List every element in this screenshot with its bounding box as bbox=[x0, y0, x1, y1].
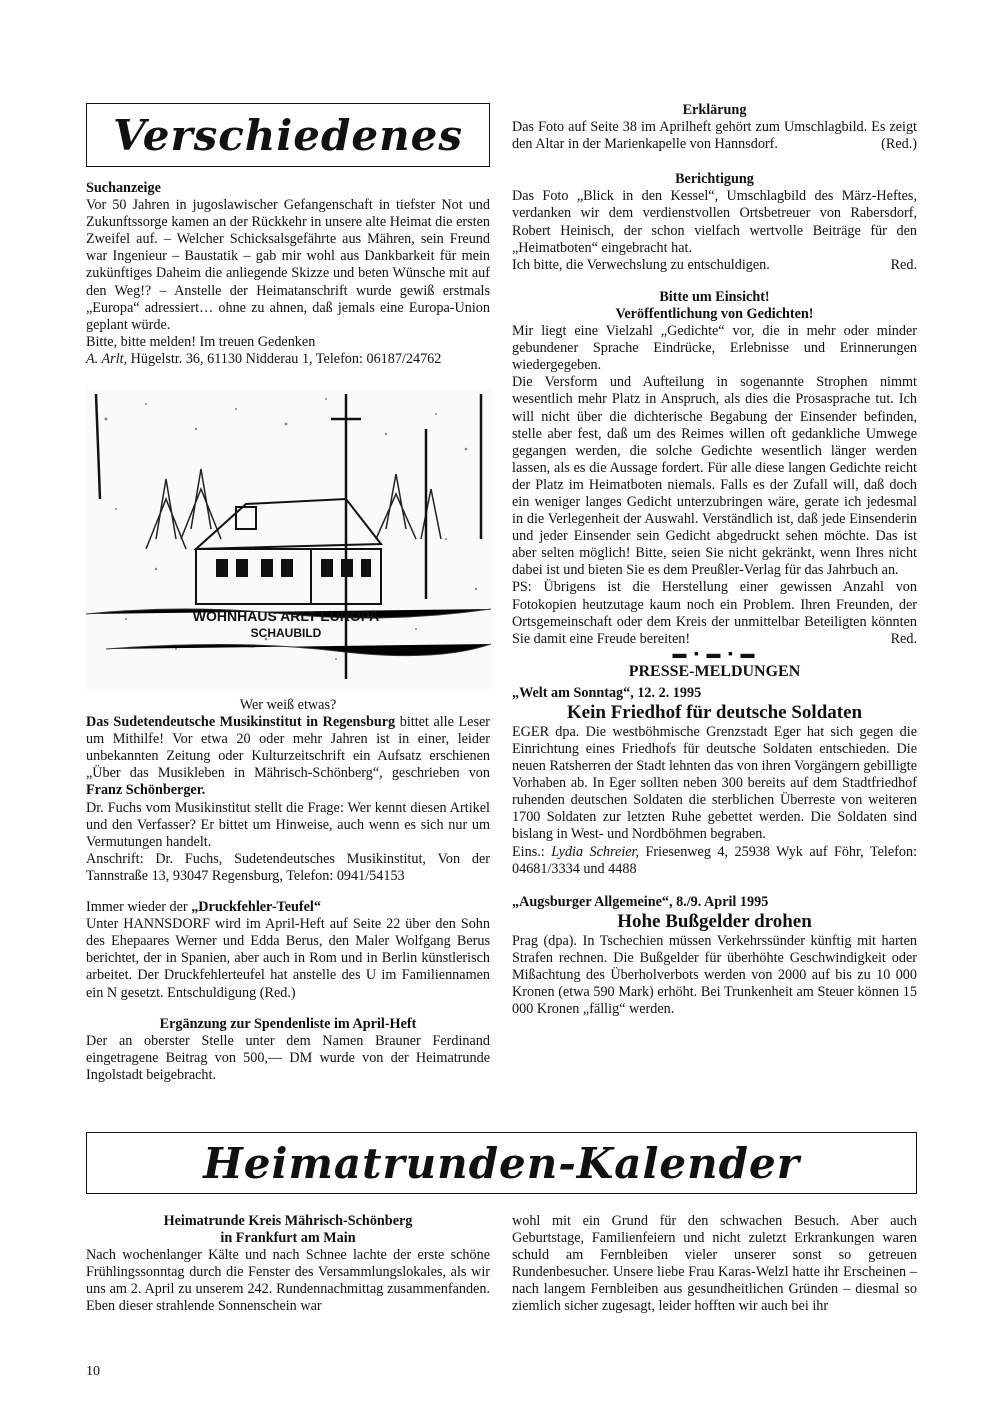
einsicht-para1: Mir liegt eine Vielzahl „Gedichte“ vor, die in mehr oder minder gebundener Sprache Eindrücke, Erlebnisse und Erinnerungen wiedergegeben. bbox=[512, 323, 917, 374]
heimatrunde-left bbox=[86, 1213, 490, 1316]
erklaerung-text: Das Foto auf Seite 38 im Aprilheft gehört zum Umschlagbild. Es zeigt den Altar in der Marienkapelle von Hannsdorf. bbox=[512, 119, 917, 153]
kalender-title: Heimatrunden-Kalender bbox=[203, 1138, 800, 1188]
einsicht-heading: Bitte um Einsicht! bbox=[659, 288, 770, 305]
wer-weiss-para2: Dr. Fuchs vom Musikinstitut stellt die Frage: Wer kennt diesen Artikel und den Verfasser? Er bittet um Hinweise, auch wenn es sich nur um Vermutungen handelt. bbox=[86, 799, 490, 850]
druckfehler-body: Unter HANNSDORF wird im April-Heft auf Seite 22 über den Sohn des Ehepaares Werner und Edda Berus, den Maler Wolfgang Berus berichtet, der in Spanien, aber auch in Rom und in Berlin künstlerisch arbeitet. Der Druckfehlerteufel hat anstelle des U im Familiennamen ein N gesetzt. Entschuldigung (Red.) bbox=[86, 916, 490, 1001]
druckfehler-intro-text: Immer wieder der bbox=[86, 899, 192, 916]
einsicht-ps: PS: Übrigens ist die Herstellung einer gewissen Anzahl von Fotokopien heutzutage kaum noch ein Problem. Ihren Freunden, der Ortsgemeinschaft oder dem Kreis der unmittelbar Beteiligten könnten Sie damit eine Freude bereiten! bbox=[512, 579, 917, 647]
spendenliste-heading: Ergänzung zur Spendenliste im April-Heft bbox=[159, 1015, 417, 1032]
house-sketch-image bbox=[86, 389, 491, 689]
heimatrunde-text-2: wohl mit ein Grund für den schwachen Besuch. Aber auch Geburtstage, Familienfeiern und nicht zuletzt Erkrankungen waren schuld am Fernbleiben vieler unserer sonst so getreuen Rundenbesucher. Unsere liebe Frau Karas-Welzl hatte ihr Erscheinen – nach langem Fernbleiben aus gesundheitlichen Gründen – diesmal so ziemlich sicher zugesagt, leider hofften wir auch bei ihr bbox=[512, 1213, 917, 1315]
gedichte-heading: Veröffentlichung von Gedichten! bbox=[615, 305, 814, 322]
erklaerung-body bbox=[512, 119, 917, 153]
presse-headline-2: Hohe Bußgelder drohen bbox=[617, 910, 812, 932]
presse-eins bbox=[512, 844, 917, 878]
kalender-banner bbox=[86, 1132, 917, 1194]
wer-weiss-author: Franz Schönberger. bbox=[86, 782, 206, 799]
presse-eins-rest: Friesenweg 4, 25938 Wyk auf Föhr, Telefon: 04681/3334 und 4488 bbox=[512, 843, 918, 877]
berichtigung-heading: Berichtigung bbox=[675, 171, 754, 188]
suchanzeige-author: A. Arlt, bbox=[86, 350, 128, 367]
verschiedenes-title: Verschiedenes bbox=[112, 110, 463, 160]
heimatrunde-heading-2: in Frankfurt am Main bbox=[220, 1230, 356, 1247]
suchanzeige-address: Hügelstr. 36, 61130 Nidderau 1, Telefon: 06187/24762 bbox=[127, 350, 442, 367]
house-sketch-svg bbox=[86, 389, 491, 689]
einsicht-para2: Die Versform und Aufteilung in sogenannte Strophen nimmt wesentlich mehr Platz in Anspruch, als dies die Prosasprache tut. Ich will nicht über die dichterische Begabung der Einsender befinden, stelle aber fest, daß um des Reimes willen oft gedankliche Umwege gegangen werden, die solche Gedichte wesentlich länger werden lassen, als es die Aussage fordert. Für alle diese langen Gedichte reicht der Platz im Heimatboten niemals. Falls es der Zufall will, daß doch ein weniger langes Gedicht unterzubringen wäre, gerate ich jedesmal in die Verlegenheit der Auswahl. Verständlich ist, daß jede Einsenderin und jeder Einsender sein Gedicht abgedruckt sehen möchte. Das ist aber selten möglich! Bitte, seien Sie nicht gekränkt, wenn Ihres nicht dabei ist und bieten Sie es dem Preußler-Verlag für das Jahrbuch an. bbox=[512, 374, 917, 579]
musikinstitut-name: Das Sudetendeutsche Musikinstitut in Regensburg bbox=[86, 714, 396, 731]
sketch-caption-2: SCHAUBILD bbox=[250, 626, 322, 640]
berichtigung-closing-text: Ich bitte, die Verwechslung zu entschuldigen. bbox=[512, 256, 770, 273]
einsicht-para3 bbox=[512, 579, 917, 647]
presse-title: PRESSE-MELDUNGEN bbox=[628, 662, 801, 680]
berichtigung-sign: Red. bbox=[890, 256, 917, 273]
presse-eins-name: Lydia Schreier, bbox=[551, 843, 640, 860]
suchanzeige-signature bbox=[86, 351, 490, 368]
einsicht-sign: Red. bbox=[890, 630, 917, 647]
section-divider: ▬ ▪ ▬ ▪ ▬ bbox=[672, 646, 757, 662]
presse-body-2: Prag (dpa). In Tschechien müssen Verkehrssünder künftig mit harten Strafen rechnen. Die Bußgelder für überhöhte Geschwindigkeit oder Mißachtung des Überholverbots werden von 2000 auf bis zu 10 000 Kronen (etwa 590 Mark) erhöht. Bei Trunkenheit am Steuer können 15 000 Kronen „fällig“ werden. bbox=[512, 932, 917, 1018]
page-number: 10 bbox=[86, 1364, 100, 1379]
spendenliste-body: Der an oberster Stelle unter dem Namen Brauner Ferdinand eingetragene Beitrag von 500,— DM wurde von der Heimatrunde Ingolstadt beigebracht. bbox=[86, 1032, 490, 1083]
suchanzeige-closing: Bitte, bitte melden! Im treuen Gedenken bbox=[86, 333, 316, 350]
verschiedenes-banner bbox=[86, 103, 490, 167]
left-column-top bbox=[86, 180, 490, 368]
druckfehler-title: „Druckfehler-Teufel“ bbox=[191, 899, 321, 916]
berichtigung-body: Das Foto „Blick in den Kessel“, Umschlagbild des März-Heftes, verdanken wir dem verdienstvollen Ortsbetreuer von Rabersdorf, Robert Heinisch, der schon vielfach wertvolle Beiträge für den „Heimatboten“ eingebracht hat. bbox=[512, 188, 917, 256]
druckfehler-intro bbox=[86, 899, 490, 916]
right-column bbox=[512, 102, 917, 1018]
wer-weiss-lead bbox=[86, 714, 490, 799]
berichtigung-closing bbox=[512, 257, 917, 274]
heimatrunde-heading-1: Heimatrunde Kreis Mährisch-Schönberg bbox=[163, 1213, 413, 1229]
heimatrunde-right bbox=[512, 1213, 917, 1316]
erklaerung-heading: Erklärung bbox=[682, 102, 747, 118]
erklaerung-sign: (Red.) bbox=[881, 136, 917, 153]
left-column-bottom bbox=[86, 697, 490, 1084]
heimatrunde-text-1: Nach wochenlanger Kälte und nach Schnee lachte der erste schöne Frühlingssonntag durch die Fenster des Versammlungslokales, als wir uns am 2. April zu unserem 242. Rundennachmittag zusammenfanden. Eben dieser strahlende Sonnenschein war bbox=[86, 1247, 490, 1315]
wer-weiss-heading: Wer weiß etwas? bbox=[239, 697, 337, 713]
presse-source-2: „Augsburger Allgemeine“, 8./9. April 1995 bbox=[512, 893, 769, 910]
suchanzeige-heading: Suchanzeige bbox=[86, 180, 161, 196]
presse-source-1: „Welt am Sonntag“, 12. 2. 1995 bbox=[512, 684, 702, 701]
suchanzeige-body: Vor 50 Jahren in jugoslawischer Gefangenschaft in tiefster Not und Zukunftssorge kamen an der Rückkehr in unsere alte Heimat die ersten Zweifel auf. – Welcher Schicksalsgefährte aus Mähren, sein Freund war Ingenieur – Baustatik – gab mir wohl aus Dankbarkeit für mein zukünftiges Daheim die anliegende Skizze und beten Wünsche mit auf den Weg!? – Anstelle der Heimatanschrift wurde gewiß erstmals „Europa“ adressiert… ohne zu ahnen, daß jemals eine Europa-Union geplant würde. bbox=[86, 197, 490, 333]
wer-weiss-address: Anschrift: Dr. Fuchs, Sudetendeutsches Musikinstitut, Von der Tannstraße 13, 93047 Regensburg, Telefon: 0941/54153 bbox=[86, 850, 490, 884]
presse-headline-1: Kein Friedhof für deutsche Soldaten bbox=[566, 701, 863, 723]
sketch-caption-1: WOHNHAUS ARLT EUROPA bbox=[192, 608, 380, 624]
presse-body-1: EGER dpa. Die westböhmische Grenzstadt Eger hat sich gegen die Einrichtung eines Friedhofs für deutsche Soldaten entschieden. Die neuen Ratsherren der Stadt lehnten das von ihren Vorgängern gebilligte Vorhaben ab. In Eger sollten neben 300 bereits auf dem Stadtfriedhof ruhenden deutschen Soldaten die sterblichen Überreste von weiteren 1700 Soldaten zur letzten Ruhe gebettet werden. Die Soldaten sind bislang in West- und Nordböhmen begraben. bbox=[512, 723, 917, 843]
presse-eins-prefix: Eins.: bbox=[512, 843, 552, 860]
wer-weiss-lead-text: bittet alle Leser um Mithilfe! Vor etwa 20 oder mehr Jahren ist in einer, leider unbekannten Zeitung oder Kulturzeitschrift ein Aufsatz erschienen „Über das Musikleben in Mährisch-Schönberg“, geschrieben von bbox=[86, 714, 490, 782]
